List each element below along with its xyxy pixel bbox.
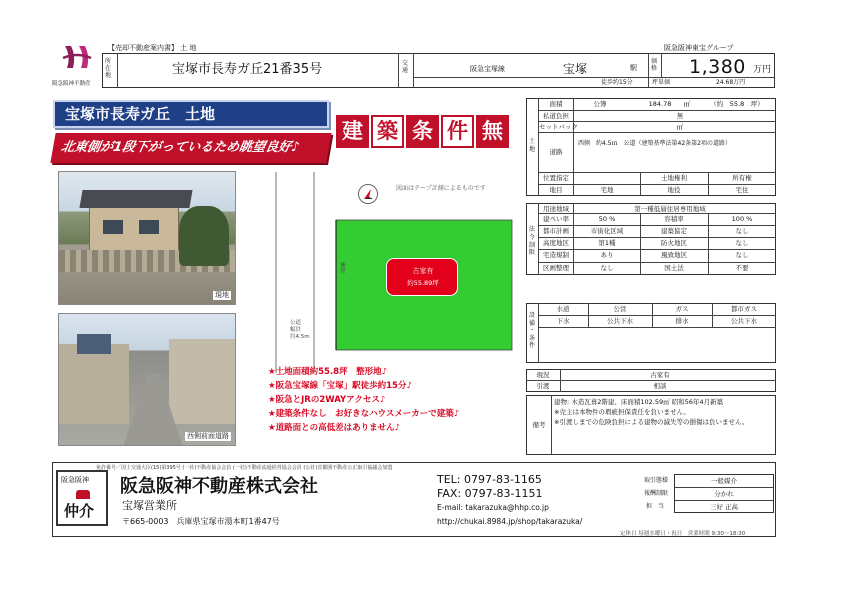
business-hours: 定休日 毎週水曜日・祝日 営業時間 9:30〜18:30 [620,531,746,537]
utility-value-2: 公共下水 [607,317,633,325]
national-land-label: 国土法 [664,264,684,272]
utility-header-2: 公営 [613,305,627,313]
building-agreement-value: なし [735,227,749,235]
status-header-2: 土地権利 [661,174,687,182]
phone-number: TEL: 0797-83-1165 [437,473,542,486]
badge-char-4: 件 [441,115,474,148]
wall-label: 擁壁 [339,262,345,273]
land-section-label: 土 地 [529,138,536,153]
map-note: 図面はテープ計測によるものです [396,185,486,192]
document-category: 【売却不動産案内書】 土 地 [108,44,197,52]
price-label: 価 格 [651,58,658,73]
fax-number: FAX: 0797-83-1151 [437,487,543,500]
logo-caption: 阪急阪神不動産 [52,81,91,87]
transaction-value: 一般媒介 [711,477,737,485]
badge-bottom-text: 仲介 [64,502,95,520]
email-link[interactable]: E-mail: takarazuka@hhp.co.jp [437,503,549,512]
remarks-line-2: ※売主は本物件の瑕疵担保責任を負いません。 [554,408,690,416]
area-label: 面積 [549,100,563,108]
line-name: 阪急宝塚線 [470,65,505,73]
coverage-value: 50 % [598,215,616,223]
private-road-label: 私道負担 [543,112,569,120]
site-photo-caption: 現地 [215,291,229,299]
utility-value-4: 公共下水 [731,317,757,325]
highlight-1: ★土地面積約55.8坪 整形地♪ [268,367,388,377]
delivery-label: 引渡 [536,382,550,390]
highlight-2: ★阪急宝塚線「宝塚」駅徒歩約15分♪ [268,381,412,391]
status-value-1: 宅地 [600,186,614,194]
old-house-label: 古家有 [412,267,434,275]
site-photo [58,171,236,305]
utility-header-4: 都市ガス [731,305,757,313]
scenic-district-value: なし [735,251,749,259]
coverage-label: 建ぺい率 [543,215,569,223]
road-value: 西側 約4.5ｍ 公道（建築基準法第42条第2項の道路） [578,140,731,147]
location-label: 所 在 地 [105,58,112,80]
use-zone-label: 用途地域 [543,205,569,213]
badge-icon [76,490,90,499]
agency-badge [56,470,108,526]
tagline-strip [50,133,331,163]
status-header-1: 位置指定 [543,174,569,182]
building-agreement-label: 建築協定 [661,227,687,235]
transaction-label: 取引態様 [644,477,669,484]
status-value-2: 地役 [667,186,681,194]
badge-char-1: 建 [336,115,369,148]
badge-char-5: 無 [476,115,509,148]
area-value: 184.78 [648,100,672,108]
highlight-3: ★阪急とJRの2WAYアクセス♪ [268,395,386,405]
company-group: 阪急阪神東宝グループ [664,44,734,52]
area-unit: ㎡ [683,100,691,108]
city-plan-value: 市街化区域 [590,227,624,235]
location-value: 宝塚市長寿ガ丘21番35号 [172,62,323,77]
area-type: 公簿 [593,100,607,108]
utility-header-1: 水道 [556,305,570,313]
logo-mark-icon [57,42,97,74]
utility-header-3: ガス [675,305,689,313]
road-left-label: 公道 幅員 約4.5m [290,320,310,341]
tagline: 北東側が1段下がっているため眺望良好♪ [59,140,301,155]
private-road-value: 無 [676,112,684,120]
company-address: 〒665-0003 兵庫県宝塚市湯本町1番47号 [122,517,280,526]
badge-char-3: 条 [406,115,439,148]
price-value: 1,380 [689,56,746,78]
company-logo [57,42,97,82]
delivery-value: 相談 [653,382,667,390]
branch-name: 宝塚営業所 [122,499,177,512]
housing-reg-value: あり [600,251,614,259]
remarks-label: 備考 [532,421,546,429]
utility-value-3: 排水 [675,317,689,325]
housing-reg-label: 宅造規制 [543,251,569,259]
height-district-value: 第1種 [598,239,616,247]
badge-top-text: 阪急阪神 [61,476,89,484]
status-header-3: 所有権 [732,174,752,182]
company-name: 阪急阪神不動産株式会社 [120,476,318,497]
staff-value: 三好 正高 [709,503,739,511]
fee-label: 報酬制限 [644,490,669,497]
station-name: 宝塚 [563,62,588,76]
price-per-tsubo-label: 坪単価 [652,79,671,86]
remarks-line-3: ※引渡しまでの危険負担による建物の滅失等の損傷は負いません。 [554,418,749,426]
current-status-label: 現況 [536,371,550,379]
city-plan-label: 都市計画 [543,227,569,235]
current-status-value: 古家有 [650,371,670,379]
far-label: 容積率 [664,215,684,223]
north-arrow-icon [358,184,378,204]
legal-section-label: 法 令 制 限 [529,226,536,257]
lot-area-label: 約55.89坪 [407,279,439,287]
readjustment-value: なし [600,264,614,272]
old-house-marker [386,258,458,296]
utility-value-1: 下水 [556,317,570,325]
walk-time: 徒歩約15分 [601,79,633,86]
utilities-section-label: 設 備 ・ 条 件 [529,312,536,349]
setback-value: ㎡ [676,123,684,131]
badge-char-2: 築 [371,115,404,148]
fee-value: 分かれ [714,490,734,498]
price-unit: 万円 [753,65,772,75]
staff-label: 担 当 [646,503,665,510]
no-building-condition-badge [336,115,510,151]
road-label: 道路 [549,148,563,156]
remarks-line-1: 建物: 木造瓦葺2階建、床面積102.59㎡ 昭和56年4月新築 [554,398,724,406]
highlight-4: ★建築条件なし お好きなハウスメーカーで建築♪ [268,409,460,419]
use-zone-value: 第一種低層住居専用地域 [634,205,706,213]
banner-title: 宝塚市長寿ガ丘 土地 [65,105,216,123]
price-per-tsubo: 24.68万円 [716,79,746,86]
setback-label: セットバック [539,123,578,131]
fire-district-value: なし [735,239,749,247]
status-value-3: 宅住 [735,186,749,194]
national-land-value: 不要 [735,264,749,272]
station-suffix: 駅 [630,64,637,72]
road-photo [58,313,236,446]
road-photo-caption: 西側前面道路 [187,432,229,440]
status-label: 地目 [549,186,563,194]
transport-label: 交 通 [402,60,409,75]
highlight-5: ★道路面との高低差はありません♪ [268,423,401,433]
readjustment-label: 区画整理 [543,264,569,272]
scenic-district-label: 風致地区 [661,251,687,259]
title-banner [53,100,329,128]
height-district-label: 高度地区 [543,239,569,247]
license-info: 免許番号／国土交通大臣(15)第395号 (一社)不動産協会会員 (一社)不動産流通経営協会会員 (公社)首都圏不動産公正取引協議会加盟 [96,465,393,471]
website-link[interactable]: http://chukai.8984.jp/shop/takarazuka/ [437,517,583,526]
fire-district-label: 防火地区 [661,239,687,247]
area-tsubo: （約 55.8 坪） [710,100,764,108]
far-value: 100 % [731,215,753,223]
